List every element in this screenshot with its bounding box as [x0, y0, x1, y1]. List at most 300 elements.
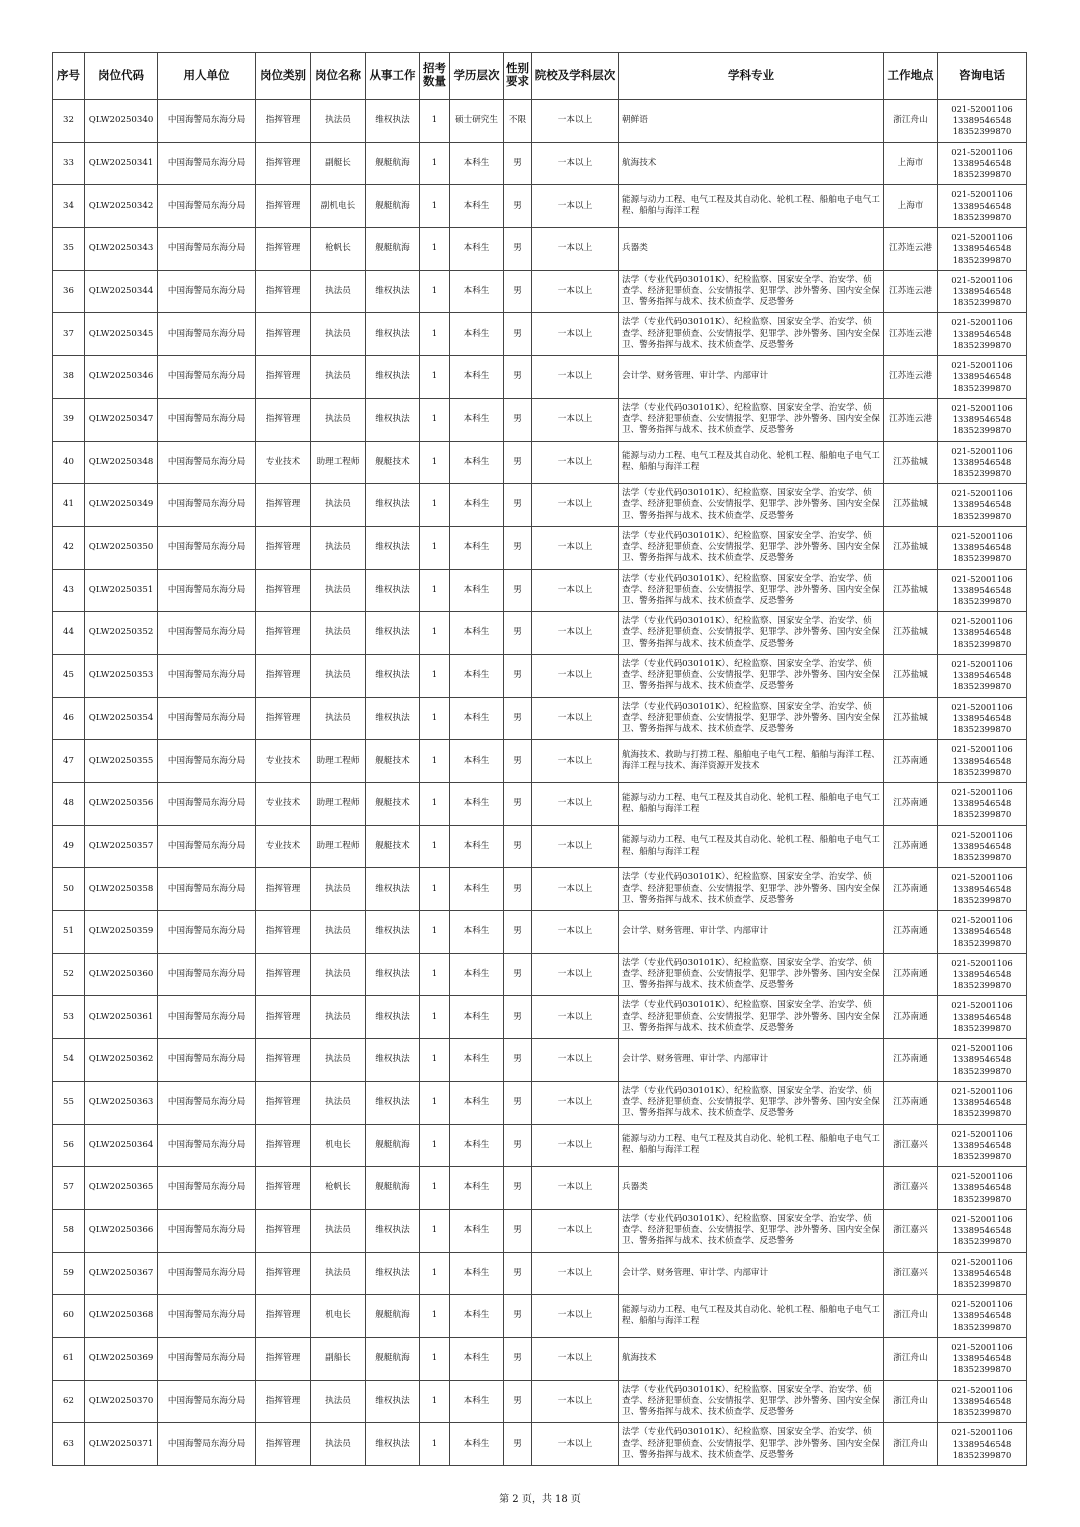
- cell-school: 一本以上: [532, 740, 619, 783]
- cell-work: 舰艇航海: [366, 185, 420, 228]
- header-title: 岗位名称: [311, 53, 366, 100]
- cell-category: 指挥管理: [256, 1081, 311, 1124]
- cell-major: 航海技术: [619, 1337, 884, 1380]
- cell-title: 执法员: [311, 911, 366, 954]
- cell-seq: 56: [53, 1124, 85, 1167]
- cell-school: 一本以上: [532, 228, 619, 271]
- cell-unit: 中国海警局东海分局: [158, 825, 256, 868]
- cell-gender: 男: [504, 313, 532, 356]
- cell-count: 1: [420, 1423, 450, 1466]
- cell-location: 江苏南通: [884, 868, 938, 911]
- cell-major: 法学（专业代码030101K）、纪检监察、国家安全学、治安学、侦查学、经济犯罪侦查、公安情报学、犯罪学、涉外警务、国内安全保卫、警务指挥与战术、技术侦查学、反恐警务: [619, 1423, 884, 1466]
- cell-school: 一本以上: [532, 953, 619, 996]
- cell-seq: 46: [53, 697, 85, 740]
- cell-title: 执法员: [311, 356, 366, 399]
- table-row: [53, 1039, 1027, 1082]
- cell-code: QLW20250346: [85, 356, 158, 399]
- cell-location: 江苏连云港: [884, 398, 938, 441]
- cell-school: 一本以上: [532, 1295, 619, 1338]
- cell-seq: 39: [53, 398, 85, 441]
- cell-count: 1: [420, 313, 450, 356]
- cell-gender: 男: [504, 783, 532, 826]
- cell-code: QLW20250350: [85, 526, 158, 569]
- cell-unit: 中国海警局东海分局: [158, 953, 256, 996]
- cell-seq: 38: [53, 356, 85, 399]
- cell-phone: 021-52001106 13389546548 18352399870: [938, 313, 1027, 356]
- cell-seq: 43: [53, 569, 85, 612]
- cell-location: 江苏南通: [884, 1081, 938, 1124]
- cell-work: 维权执法: [366, 953, 420, 996]
- cell-phone: 021-52001106 13389546548 18352399870: [938, 1423, 1027, 1466]
- cell-category: 指挥管理: [256, 356, 311, 399]
- cell-school: 一本以上: [532, 484, 619, 527]
- cell-phone: 021-52001106 13389546548 18352399870: [938, 1039, 1027, 1082]
- cell-code: QLW20250352: [85, 612, 158, 655]
- table-row: [53, 1124, 1027, 1167]
- cell-code: QLW20250342: [85, 185, 158, 228]
- cell-title: 副艇长: [311, 142, 366, 185]
- cell-work: 维权执法: [366, 654, 420, 697]
- cell-title: 执法员: [311, 1081, 366, 1124]
- table-row: [53, 1295, 1027, 1338]
- header-edu: 学历层次: [450, 53, 504, 100]
- table-row: [53, 740, 1027, 783]
- cell-major: 法学（专业代码030101K）、纪检监察、国家安全学、治安学、侦查学、经济犯罪侦查、公安情报学、犯罪学、涉外警务、国内安全保卫、警务指挥与战术、技术侦查学、反恐警务: [619, 953, 884, 996]
- cell-count: 1: [420, 526, 450, 569]
- cell-unit: 中国海警局东海分局: [158, 612, 256, 655]
- cell-school: 一本以上: [532, 654, 619, 697]
- cell-work: 舰艇航海: [366, 1337, 420, 1380]
- cell-category: 专业技术: [256, 825, 311, 868]
- cell-work: 维权执法: [366, 697, 420, 740]
- cell-count: 1: [420, 356, 450, 399]
- cell-major: 法学（专业代码030101K）、纪检监察、国家安全学、治安学、侦查学、经济犯罪侦查、公安情报学、犯罪学、涉外警务、国内安全保卫、警务指挥与战术、技术侦查学、反恐警务: [619, 612, 884, 655]
- cell-code: QLW20250344: [85, 270, 158, 313]
- cell-major: 法学（专业代码030101K）、纪检监察、国家安全学、治安学、侦查学、经济犯罪侦查、公安情报学、犯罪学、涉外警务、国内安全保卫、警务指挥与战术、技术侦查学、反恐警务: [619, 398, 884, 441]
- cell-title: 执法员: [311, 1380, 366, 1423]
- cell-phone: 021-52001106 13389546548 18352399870: [938, 185, 1027, 228]
- cell-count: 1: [420, 1081, 450, 1124]
- cell-major: 法学（专业代码030101K）、纪检监察、国家安全学、治安学、侦查学、经济犯罪侦查、公安情报学、犯罪学、涉外警务、国内安全保卫、警务指挥与战术、技术侦查学、反恐警务: [619, 1380, 884, 1423]
- cell-edu: 本科生: [450, 228, 504, 271]
- table-row: [53, 654, 1027, 697]
- cell-title: 执法员: [311, 100, 366, 143]
- cell-school: 一本以上: [532, 1380, 619, 1423]
- table-row: [53, 398, 1027, 441]
- cell-unit: 中国海警局东海分局: [158, 313, 256, 356]
- cell-edu: 本科生: [450, 953, 504, 996]
- cell-code: QLW20250345: [85, 313, 158, 356]
- cell-location: 江苏盐城: [884, 654, 938, 697]
- cell-category: 专业技术: [256, 740, 311, 783]
- cell-location: 江苏南通: [884, 1039, 938, 1082]
- cell-count: 1: [420, 1167, 450, 1210]
- cell-location: 浙江舟山: [884, 1337, 938, 1380]
- cell-edu: 本科生: [450, 1081, 504, 1124]
- table-row: [53, 783, 1027, 826]
- cell-phone: 021-52001106 13389546548 18352399870: [938, 1167, 1027, 1210]
- cell-title: 助理工程师: [311, 441, 366, 484]
- cell-category: 指挥管理: [256, 1423, 311, 1466]
- cell-phone: 021-52001106 13389546548 18352399870: [938, 953, 1027, 996]
- cell-work: 舰艇航海: [366, 1124, 420, 1167]
- cell-major: 法学（专业代码030101K）、纪检监察、国家安全学、治安学、侦查学、经济犯罪侦查、公安情报学、犯罪学、涉外警务、国内安全保卫、警务指挥与战术、技术侦查学、反恐警务: [619, 270, 884, 313]
- cell-school: 一本以上: [532, 441, 619, 484]
- cell-major: 能源与动力工程、电气工程及其自动化、轮机工程、船舶电子电气工程、船舶与海洋工程: [619, 825, 884, 868]
- cell-gender: 不限: [504, 100, 532, 143]
- cell-phone: 021-52001106 13389546548 18352399870: [938, 526, 1027, 569]
- cell-seq: 61: [53, 1337, 85, 1380]
- cell-category: 指挥管理: [256, 1167, 311, 1210]
- cell-unit: 中国海警局东海分局: [158, 1209, 256, 1252]
- cell-edu: 本科生: [450, 185, 504, 228]
- cell-phone: 021-52001106 13389546548 18352399870: [938, 100, 1027, 143]
- table-row: [53, 526, 1027, 569]
- cell-edu: 本科生: [450, 1039, 504, 1082]
- table-row: [53, 313, 1027, 356]
- table-row: [53, 484, 1027, 527]
- cell-seq: 58: [53, 1209, 85, 1252]
- cell-code: QLW20250365: [85, 1167, 158, 1210]
- cell-category: 指挥管理: [256, 1039, 311, 1082]
- cell-seq: 49: [53, 825, 85, 868]
- cell-code: QLW20250349: [85, 484, 158, 527]
- cell-major: 能源与动力工程、电气工程及其自动化、轮机工程、船舶电子电气工程、船舶与海洋工程: [619, 185, 884, 228]
- cell-code: QLW20250343: [85, 228, 158, 271]
- cell-code: QLW20250361: [85, 996, 158, 1039]
- table-row: [53, 1380, 1027, 1423]
- cell-category: 指挥管理: [256, 569, 311, 612]
- cell-major: 法学（专业代码030101K）、纪检监察、国家安全学、治安学、侦查学、经济犯罪侦查、公安情报学、犯罪学、涉外警务、国内安全保卫、警务指挥与战术、技术侦查学、反恐警务: [619, 996, 884, 1039]
- cell-seq: 57: [53, 1167, 85, 1210]
- cell-major: 法学（专业代码030101K）、纪检监察、国家安全学、治安学、侦查学、经济犯罪侦查、公安情报学、犯罪学、涉外警务、国内安全保卫、警务指挥与战术、技术侦查学、反恐警务: [619, 313, 884, 356]
- cell-work: 维权执法: [366, 356, 420, 399]
- cell-edu: 本科生: [450, 569, 504, 612]
- header-row: [53, 53, 1027, 100]
- cell-unit: 中国海警局东海分局: [158, 228, 256, 271]
- cell-code: QLW20250353: [85, 654, 158, 697]
- cell-edu: 本科生: [450, 398, 504, 441]
- cell-title: 执法员: [311, 1039, 366, 1082]
- cell-count: 1: [420, 270, 450, 313]
- cell-gender: 男: [504, 1209, 532, 1252]
- cell-school: 一本以上: [532, 142, 619, 185]
- cell-school: 一本以上: [532, 398, 619, 441]
- cell-seq: 55: [53, 1081, 85, 1124]
- cell-seq: 52: [53, 953, 85, 996]
- cell-category: 指挥管理: [256, 996, 311, 1039]
- cell-location: 浙江嘉兴: [884, 1167, 938, 1210]
- header-seq: 序号: [53, 53, 85, 100]
- cell-unit: 中国海警局东海分局: [158, 740, 256, 783]
- cell-seq: 41: [53, 484, 85, 527]
- cell-gender: 男: [504, 1252, 532, 1295]
- cell-school: 一本以上: [532, 868, 619, 911]
- cell-phone: 021-52001106 13389546548 18352399870: [938, 142, 1027, 185]
- cell-category: 指挥管理: [256, 228, 311, 271]
- cell-school: 一本以上: [532, 1081, 619, 1124]
- cell-seq: 59: [53, 1252, 85, 1295]
- header-category: 岗位类别: [256, 53, 311, 100]
- cell-work: 维权执法: [366, 526, 420, 569]
- cell-location: 江苏连云港: [884, 356, 938, 399]
- cell-code: QLW20250340: [85, 100, 158, 143]
- cell-gender: 男: [504, 356, 532, 399]
- cell-count: 1: [420, 185, 450, 228]
- cell-count: 1: [420, 1252, 450, 1295]
- cell-count: 1: [420, 484, 450, 527]
- cell-title: 执法员: [311, 868, 366, 911]
- cell-title: 机电长: [311, 1124, 366, 1167]
- cell-edu: 本科生: [450, 270, 504, 313]
- cell-location: 上海市: [884, 185, 938, 228]
- cell-edu: 本科生: [450, 1380, 504, 1423]
- cell-location: 江苏南通: [884, 783, 938, 826]
- cell-gender: 男: [504, 868, 532, 911]
- cell-work: 舰艇航海: [366, 228, 420, 271]
- cell-gender: 男: [504, 654, 532, 697]
- cell-gender: 男: [504, 1423, 532, 1466]
- cell-school: 一本以上: [532, 270, 619, 313]
- cell-school: 一本以上: [532, 1167, 619, 1210]
- cell-phone: 021-52001106 13389546548 18352399870: [938, 996, 1027, 1039]
- cell-major: 兵器类: [619, 1167, 884, 1210]
- cell-code: QLW20250371: [85, 1423, 158, 1466]
- cell-major: 航海技术、救助与打捞工程、船舶电子电气工程、船舶与海洋工程、海洋工程与技术、海洋资源开发技术: [619, 740, 884, 783]
- cell-location: 江苏南通: [884, 740, 938, 783]
- cell-category: 指挥管理: [256, 697, 311, 740]
- cell-code: QLW20250364: [85, 1124, 158, 1167]
- cell-category: 指挥管理: [256, 142, 311, 185]
- cell-category: 指挥管理: [256, 1209, 311, 1252]
- cell-school: 一本以上: [532, 1209, 619, 1252]
- cell-school: 一本以上: [532, 996, 619, 1039]
- cell-gender: 男: [504, 953, 532, 996]
- cell-major: 法学（专业代码030101K）、纪检监察、国家安全学、治安学、侦查学、经济犯罪侦查、公安情报学、犯罪学、涉外警务、国内安全保卫、警务指挥与战术、技术侦查学、反恐警务: [619, 1081, 884, 1124]
- cell-code: QLW20250358: [85, 868, 158, 911]
- table-row: [53, 1337, 1027, 1380]
- cell-major: 法学（专业代码030101K）、纪检监察、国家安全学、治安学、侦查学、经济犯罪侦查、公安情报学、犯罪学、涉外警务、国内安全保卫、警务指挥与战术、技术侦查学、反恐警务: [619, 1209, 884, 1252]
- cell-location: 浙江嘉兴: [884, 1124, 938, 1167]
- table-row: [53, 868, 1027, 911]
- cell-phone: 021-52001106 13389546548 18352399870: [938, 1295, 1027, 1338]
- cell-phone: 021-52001106 13389546548 18352399870: [938, 356, 1027, 399]
- cell-major: 航海技术: [619, 142, 884, 185]
- cell-edu: 硕士研究生: [450, 100, 504, 143]
- cell-work: 舰艇技术: [366, 825, 420, 868]
- cell-edu: 本科生: [450, 1295, 504, 1338]
- cell-edu: 本科生: [450, 1167, 504, 1210]
- cell-category: 专业技术: [256, 783, 311, 826]
- header-work: 从事工作: [366, 53, 420, 100]
- cell-gender: 男: [504, 1124, 532, 1167]
- cell-title: 副机电长: [311, 185, 366, 228]
- table-row: [53, 356, 1027, 399]
- cell-school: 一本以上: [532, 697, 619, 740]
- cell-work: 维权执法: [366, 484, 420, 527]
- cell-gender: 男: [504, 825, 532, 868]
- cell-count: 1: [420, 868, 450, 911]
- cell-seq: 53: [53, 996, 85, 1039]
- cell-edu: 本科生: [450, 526, 504, 569]
- cell-work: 舰艇航海: [366, 1167, 420, 1210]
- cell-title: 执法员: [311, 484, 366, 527]
- cell-count: 1: [420, 911, 450, 954]
- cell-unit: 中国海警局东海分局: [158, 398, 256, 441]
- cell-school: 一本以上: [532, 100, 619, 143]
- cell-gender: 男: [504, 270, 532, 313]
- cell-phone: 021-52001106 13389546548 18352399870: [938, 911, 1027, 954]
- cell-unit: 中国海警局东海分局: [158, 911, 256, 954]
- cell-code: QLW20250356: [85, 783, 158, 826]
- cell-edu: 本科生: [450, 313, 504, 356]
- cell-seq: 48: [53, 783, 85, 826]
- cell-work: 维权执法: [366, 612, 420, 655]
- header-code: 岗位代码: [85, 53, 158, 100]
- cell-unit: 中国海警局东海分局: [158, 1337, 256, 1380]
- cell-edu: 本科生: [450, 441, 504, 484]
- cell-unit: 中国海警局东海分局: [158, 142, 256, 185]
- cell-location: 江苏盐城: [884, 569, 938, 612]
- cell-gender: 男: [504, 185, 532, 228]
- cell-seq: 60: [53, 1295, 85, 1338]
- cell-title: 执法员: [311, 270, 366, 313]
- cell-phone: 021-52001106 13389546548 18352399870: [938, 697, 1027, 740]
- cell-category: 指挥管理: [256, 654, 311, 697]
- cell-code: QLW20250351: [85, 569, 158, 612]
- cell-unit: 中国海警局东海分局: [158, 996, 256, 1039]
- cell-seq: 47: [53, 740, 85, 783]
- cell-school: 一本以上: [532, 1039, 619, 1082]
- table-row: [53, 185, 1027, 228]
- cell-phone: 021-52001106 13389546548 18352399870: [938, 783, 1027, 826]
- cell-unit: 中国海警局东海分局: [158, 526, 256, 569]
- cell-phone: 021-52001106 13389546548 18352399870: [938, 654, 1027, 697]
- cell-phone: 021-52001106 13389546548 18352399870: [938, 1124, 1027, 1167]
- cell-work: 维权执法: [366, 313, 420, 356]
- cell-location: 江苏盐城: [884, 484, 938, 527]
- cell-location: 江苏南通: [884, 953, 938, 996]
- cell-seq: 45: [53, 654, 85, 697]
- cell-unit: 中国海警局东海分局: [158, 1252, 256, 1295]
- cell-unit: 中国海警局东海分局: [158, 185, 256, 228]
- cell-location: 江苏连云港: [884, 270, 938, 313]
- cell-phone: 021-52001106 13389546548 18352399870: [938, 398, 1027, 441]
- cell-edu: 本科生: [450, 612, 504, 655]
- cell-work: 维权执法: [366, 1209, 420, 1252]
- cell-edu: 本科生: [450, 868, 504, 911]
- cell-seq: 51: [53, 911, 85, 954]
- cell-gender: 男: [504, 996, 532, 1039]
- cell-location: 江苏盐城: [884, 697, 938, 740]
- cell-major: 法学（专业代码030101K）、纪检监察、国家安全学、治安学、侦查学、经济犯罪侦查、公安情报学、犯罪学、涉外警务、国内安全保卫、警务指挥与战术、技术侦查学、反恐警务: [619, 697, 884, 740]
- table-row: [53, 1209, 1027, 1252]
- cell-code: QLW20250357: [85, 825, 158, 868]
- table-row: [53, 953, 1027, 996]
- cell-phone: 021-52001106 13389546548 18352399870: [938, 441, 1027, 484]
- cell-school: 一本以上: [532, 1252, 619, 1295]
- cell-edu: 本科生: [450, 142, 504, 185]
- cell-seq: 50: [53, 868, 85, 911]
- cell-count: 1: [420, 1380, 450, 1423]
- cell-unit: 中国海警局东海分局: [158, 100, 256, 143]
- cell-location: 江苏盐城: [884, 441, 938, 484]
- cell-major: 法学（专业代码030101K）、纪检监察、国家安全学、治安学、侦查学、经济犯罪侦查、公安情报学、犯罪学、涉外警务、国内安全保卫、警务指挥与战术、技术侦查学、反恐警务: [619, 484, 884, 527]
- cell-school: 一本以上: [532, 185, 619, 228]
- cell-phone: 021-52001106 13389546548 18352399870: [938, 825, 1027, 868]
- cell-seq: 54: [53, 1039, 85, 1082]
- cell-count: 1: [420, 1039, 450, 1082]
- cell-count: 1: [420, 996, 450, 1039]
- table-row: [53, 1252, 1027, 1295]
- cell-code: QLW20250369: [85, 1337, 158, 1380]
- cell-school: 一本以上: [532, 1124, 619, 1167]
- cell-category: 指挥管理: [256, 953, 311, 996]
- cell-title: 执法员: [311, 1209, 366, 1252]
- job-position-table: [52, 52, 1027, 1466]
- cell-category: 指挥管理: [256, 1380, 311, 1423]
- cell-category: 指挥管理: [256, 612, 311, 655]
- cell-unit: 中国海警局东海分局: [158, 783, 256, 826]
- cell-work: 舰艇技术: [366, 441, 420, 484]
- cell-count: 1: [420, 1209, 450, 1252]
- table-row: [53, 228, 1027, 271]
- cell-gender: 男: [504, 1039, 532, 1082]
- cell-unit: 中国海警局东海分局: [158, 1081, 256, 1124]
- cell-title: 助理工程师: [311, 825, 366, 868]
- cell-work: 舰艇技术: [366, 783, 420, 826]
- cell-seq: 33: [53, 142, 85, 185]
- cell-code: QLW20250341: [85, 142, 158, 185]
- cell-seq: 35: [53, 228, 85, 271]
- cell-gender: 男: [504, 911, 532, 954]
- cell-phone: 021-52001106 13389546548 18352399870: [938, 484, 1027, 527]
- table-row: [53, 1081, 1027, 1124]
- cell-code: QLW20250363: [85, 1081, 158, 1124]
- cell-seq: 44: [53, 612, 85, 655]
- cell-count: 1: [420, 697, 450, 740]
- table-row: [53, 1423, 1027, 1466]
- cell-major: 能源与动力工程、电气工程及其自动化、轮机工程、船舶电子电气工程、船舶与海洋工程: [619, 1124, 884, 1167]
- cell-title: 执法员: [311, 996, 366, 1039]
- cell-title: 执法员: [311, 569, 366, 612]
- cell-location: 浙江舟山: [884, 1295, 938, 1338]
- cell-count: 1: [420, 1295, 450, 1338]
- table-header: [53, 53, 1027, 100]
- table-row: [53, 142, 1027, 185]
- cell-phone: 021-52001106 13389546548 18352399870: [938, 1209, 1027, 1252]
- cell-title: 助理工程师: [311, 783, 366, 826]
- cell-title: 助理工程师: [311, 740, 366, 783]
- cell-unit: 中国海警局东海分局: [158, 1380, 256, 1423]
- cell-seq: 34: [53, 185, 85, 228]
- cell-count: 1: [420, 100, 450, 143]
- cell-location: 江苏盐城: [884, 612, 938, 655]
- cell-category: 指挥管理: [256, 1295, 311, 1338]
- cell-title: 执法员: [311, 526, 366, 569]
- table-row: [53, 825, 1027, 868]
- cell-edu: 本科生: [450, 1124, 504, 1167]
- table-row: [53, 996, 1027, 1039]
- cell-title: 执法员: [311, 953, 366, 996]
- cell-phone: 021-52001106 13389546548 18352399870: [938, 1252, 1027, 1295]
- cell-code: QLW20250367: [85, 1252, 158, 1295]
- cell-seq: 36: [53, 270, 85, 313]
- cell-category: 指挥管理: [256, 526, 311, 569]
- cell-school: 一本以上: [532, 526, 619, 569]
- cell-school: 一本以上: [532, 911, 619, 954]
- cell-count: 1: [420, 398, 450, 441]
